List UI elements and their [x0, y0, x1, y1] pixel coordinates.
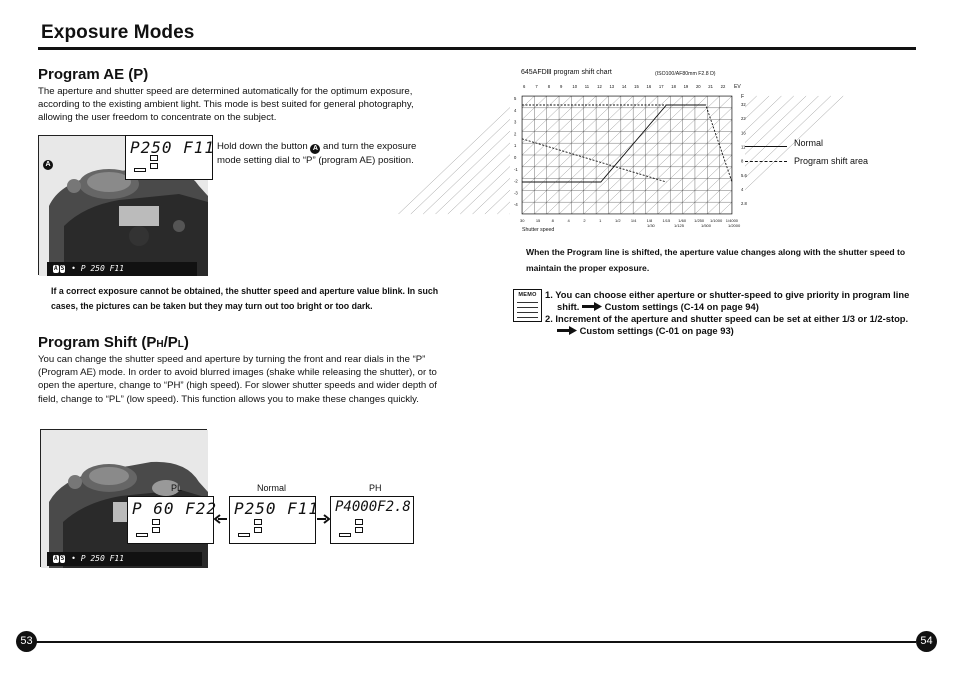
ev-tick-label: 21	[708, 84, 713, 89]
lcd-mode-icon	[150, 155, 158, 161]
ev-tick-label: 6	[523, 84, 526, 89]
heading-part: )	[183, 334, 189, 351]
y-tick-label: 0	[514, 155, 517, 160]
legend-area-swatch	[745, 161, 787, 162]
x-tick-label-sub: 1/2000	[728, 223, 741, 228]
memo-item-1	[545, 289, 917, 313]
lcd-mode-icon	[355, 519, 363, 525]
x-tick-label-sub: 1/125	[674, 223, 685, 228]
ev-tick-label: 13	[609, 84, 615, 89]
y-tick-label: 4	[514, 107, 517, 113]
lcd-readout: P 60 F22	[132, 499, 218, 518]
label-ph: PH	[369, 483, 382, 493]
shift-badge: S	[60, 265, 65, 272]
page-number-left: 53	[16, 631, 37, 652]
arrow-right-icon	[316, 514, 330, 524]
ev-tick-label: 20	[695, 84, 701, 89]
lcd-readout: P4000F2.8	[335, 499, 411, 515]
memo-item-2-ref: Custom settings (C-01 on page 93)	[579, 325, 734, 336]
program-ae-instruction	[217, 140, 443, 167]
memo-icon	[513, 289, 542, 322]
memo-item-1-text: 1. You can choose either aperture or shutter-speed to give priority in program line shift.	[545, 289, 910, 312]
lcd-readout: P250 F11	[234, 499, 320, 518]
ev-tick-label: 14	[621, 84, 627, 89]
lcd-meter-icon	[355, 527, 363, 533]
memo-item-1-ref: Custom settings (C-14 on page 94)	[604, 301, 759, 312]
x-tick-label: 1/2	[614, 218, 621, 223]
chart-subtitle: (ISO100/AF80mm F2.8 D)	[655, 71, 716, 77]
lcd-panel-normal	[229, 496, 320, 544]
footer-rule	[36, 641, 916, 643]
y-tick-label: 3	[514, 119, 517, 125]
lcd-mode-icon	[152, 519, 160, 525]
lcd-strip-text: • P 250 F11	[71, 264, 125, 273]
ev-axis-label: EV	[734, 84, 741, 90]
lcd-meter-icon	[152, 527, 160, 533]
ev-tick-label: 10	[572, 84, 578, 89]
x-tick-label: 1/8	[646, 218, 653, 223]
lcd-mode-icon	[254, 519, 262, 525]
page-title: Exposure Modes	[41, 22, 195, 43]
y-tick-label: 5	[514, 96, 517, 101]
auto-badge: A	[54, 265, 58, 272]
ev-tick-label: 17	[658, 84, 664, 89]
ev-tick-label: 9	[560, 84, 563, 89]
f-tick-label: 16	[741, 130, 746, 136]
f-tick-label: 8	[741, 158, 744, 164]
chart-caption: When the Program line is shifted, the aperture value changes along with the shutter speed to maintain the proper exposure.	[526, 247, 906, 273]
ev-tick-label: 7	[535, 84, 538, 89]
y-tick-label: -3	[514, 190, 518, 196]
memo-lines	[517, 302, 538, 322]
ev-tick-label: 16	[646, 84, 652, 89]
x-tick-label: 1/250	[694, 218, 705, 223]
lcd-strip-text: • P 250 F11	[71, 554, 125, 563]
heading-sub-h: H	[156, 339, 164, 350]
ev-tick-label: 15	[634, 84, 639, 89]
lcd-battery-icon	[339, 533, 351, 537]
memo-item-2-text: 2. Increment of the aperture and shutter speed can be set at either 1/3 or 1/2-stop.	[545, 313, 909, 324]
auto-badge: A	[54, 555, 58, 562]
lcd-battery-icon	[134, 168, 146, 172]
x-tick-label: 2	[583, 218, 586, 223]
lcd-readout: P250 F11	[130, 138, 216, 157]
x-tick-label-sub: 1/500	[701, 223, 712, 228]
lcd-meter-icon	[254, 527, 262, 533]
title-rule	[38, 47, 916, 50]
legend-normal-swatch	[745, 146, 787, 147]
lcd-battery-icon	[136, 533, 148, 537]
legend-normal: Normal	[794, 138, 824, 148]
x-tick-label: 4	[567, 218, 570, 223]
label-normal: Normal	[257, 483, 287, 493]
x-tick-label: 1/15	[662, 218, 671, 223]
x-tick-label: 1/1000	[709, 218, 723, 223]
lcd-strip-2	[47, 552, 202, 566]
x-tick-label: 1	[599, 218, 602, 223]
heading-part: /P	[163, 334, 178, 351]
y-tick-label: -2	[514, 178, 518, 184]
f-axis-label: F	[741, 94, 745, 100]
f-tick-label: 2.8	[741, 201, 747, 207]
ev-tick-label: 22	[720, 84, 726, 89]
arrow-left-icon	[214, 514, 228, 524]
x-tick-label: 1/4000	[725, 218, 739, 223]
x-tick-label: 8	[551, 218, 554, 223]
memo-label: MEMO	[518, 292, 537, 298]
program-ae-heading: Program AE (P)	[38, 66, 149, 83]
page-number-right: 54	[916, 631, 937, 652]
shift-badge: S	[60, 555, 65, 562]
lcd-panel-ph	[330, 496, 414, 544]
ev-tick-label: 12	[597, 84, 602, 89]
f-tick-label: 4	[741, 186, 744, 192]
heading-part: Program Shift (P	[38, 334, 157, 351]
instruction-pre: Hold down the button	[217, 141, 308, 152]
x-tick-label: 30	[520, 218, 525, 223]
memo-item-2	[545, 313, 917, 337]
f-tick-label: 11	[741, 144, 746, 150]
f-tick-label: 22	[741, 116, 746, 122]
lcd-panel-pl	[127, 496, 218, 544]
program-ae-body: The aperture and shutter speed are determined automatically for the optimum exposure, according to the existing ambient light. This mode is best suited for general photography, allowing the user freedom to concentrate on the subject.	[38, 86, 414, 124]
reference-arrow-icon	[557, 326, 577, 335]
label-pl: PL	[171, 483, 183, 493]
x-tick-label: 1/4	[630, 218, 637, 223]
reference-arrow-icon	[582, 302, 602, 311]
ev-tick-label: 19	[683, 84, 689, 89]
f-tick-label: 5.6	[741, 172, 747, 178]
callout-a-icon: A	[43, 160, 53, 170]
ev-tick-label: 18	[671, 84, 676, 89]
program-shift-body: You can change the shutter speed and aperture by turning the front and rear dials in the “P” (Program AE) mode. In order to avoid blurred images (shake while releasing the shutter), or to open the aperture, change to “PH” (high speed). For slower shutter speeds and wider depth of field, change to “PL” (low speed). This function allows you to make these changes quickly.	[38, 354, 437, 405]
program-shift-heading	[38, 334, 189, 351]
ev-tick-label: 11	[584, 84, 590, 89]
button-a-icon: A	[310, 144, 320, 154]
x-tick-label-sub: 1/30	[647, 223, 655, 228]
lcd-strip-1	[47, 262, 197, 276]
ev-tick-label: 8	[547, 84, 551, 89]
y-tick-label: -1	[514, 166, 518, 172]
lcd-meter-icon	[150, 163, 158, 169]
y-tick-label: 1	[514, 143, 517, 149]
chart-title: 645AFDⅢ program shift chart	[521, 69, 612, 76]
x-tick-label: 1/60	[678, 218, 687, 223]
program-shift-chart	[510, 78, 745, 238]
lcd-panel-program-ae	[125, 135, 216, 180]
instruction-post: and turn the exposure mode setting dial to “P” (program AE) position.	[217, 141, 417, 166]
y-tick-label: -4	[514, 202, 518, 208]
exposure-warning: If a correct exposure cannot be obtained, the shutter speed and aperture value blink. In such cases, the pictures can be taken but they may turn out too bright or too dark.	[51, 286, 439, 311]
x-tick-label: 15	[535, 218, 541, 223]
y-tick-label: 2	[514, 131, 517, 137]
x-axis-label: Shutter speed	[522, 227, 555, 233]
f-tick-label: 32	[741, 102, 746, 107]
lcd-battery-icon	[238, 533, 250, 537]
legend-area: Program shift area	[794, 156, 869, 166]
heading-sub-l: L	[177, 339, 184, 350]
